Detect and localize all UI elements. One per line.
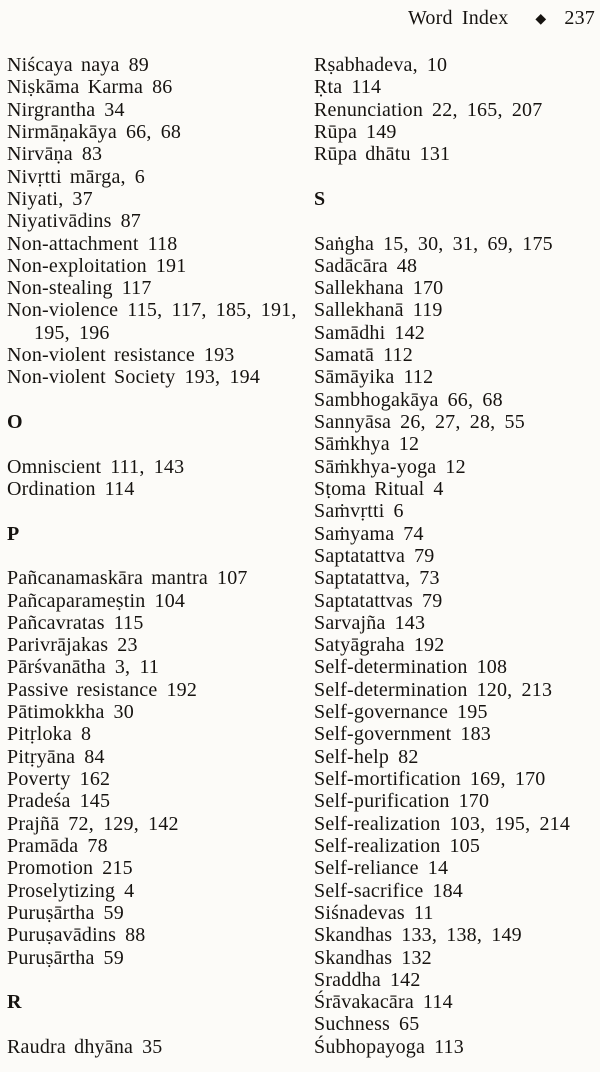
index-term: Siśnadevas — [314, 901, 405, 924]
index-entry — [314, 545, 600, 567]
index-term: Rūpa dhātu — [314, 143, 411, 166]
page-numbers: 3, 11 — [114, 656, 160, 679]
section-heading: S — [314, 187, 326, 210]
index-term: Sraddha — [314, 968, 381, 991]
index-term: Nirgrantha — [7, 98, 96, 121]
index-entry — [314, 389, 600, 411]
index-term: Self-governance — [314, 701, 449, 724]
index-term: Promotion — [7, 857, 94, 880]
index-entry — [314, 121, 600, 143]
page-numbers: 48 — [396, 254, 418, 277]
page-header — [408, 7, 595, 29]
index-term: Pitṛloka — [7, 723, 72, 746]
page-numbers: 73 — [419, 567, 440, 590]
index-entry — [7, 166, 300, 188]
page-numbers: 115, 117, 185, 191, — [127, 299, 297, 322]
index-entry — [7, 456, 300, 478]
index-term: Niścaya naya — [7, 54, 120, 76]
index-entry — [314, 54, 600, 76]
index-entry-continuation — [7, 322, 300, 344]
index-term: Nivṛtti mārga, — [7, 165, 126, 188]
index-term: Sarvajña — [314, 611, 386, 634]
index-term: Nirvāṇa — [7, 143, 73, 166]
index-entry — [7, 634, 300, 656]
page-numbers: 65 — [399, 1013, 420, 1036]
index-term: Saṅgha — [314, 232, 375, 255]
index-term: Self-purification — [314, 790, 450, 813]
blank-line — [7, 1013, 300, 1035]
index-entry — [314, 433, 600, 455]
blank-line — [7, 500, 300, 522]
index-entry — [7, 723, 300, 745]
page-number: 237 — [564, 6, 595, 29]
page-numbers: 78 — [87, 834, 108, 857]
page-numbers: 113 — [434, 1035, 464, 1058]
page-numbers: 104 — [154, 589, 186, 612]
page-numbers: 66, 68 — [447, 388, 503, 411]
page-numbers: 183 — [460, 723, 492, 746]
index-entry — [7, 902, 300, 924]
page-numbers: 82 — [398, 745, 419, 768]
blank-line — [7, 545, 300, 567]
index-entry — [314, 880, 600, 902]
index-entry — [314, 478, 600, 500]
index-term: Self-realization — [314, 812, 441, 835]
index-entry — [314, 723, 600, 745]
page-numbers: 59 — [103, 946, 124, 969]
index-columns — [7, 54, 600, 1058]
page-numbers: 6 — [134, 165, 145, 188]
index-term: Non-violence — [7, 299, 119, 322]
page-numbers: 6 — [393, 500, 404, 523]
index-entry — [7, 590, 300, 612]
index-term: Parivrājakas — [7, 634, 109, 657]
index-entry — [314, 768, 600, 790]
index-term: Pārśvanātha — [7, 656, 106, 679]
index-term: Sambhogakāya — [314, 388, 439, 411]
index-term: Ṛta — [314, 76, 343, 99]
index-entry — [7, 746, 300, 768]
page-numbers: 193, 194 — [184, 366, 261, 389]
index-term: Niyativādins — [7, 210, 112, 233]
index-term: Śrāvakacāra — [314, 991, 414, 1014]
index-entry — [314, 656, 600, 678]
index-term: Puruṣārtha — [7, 946, 95, 969]
index-term: Pitṛyāna — [7, 745, 76, 768]
page-numbers: 142 — [389, 968, 421, 991]
left-column — [7, 54, 300, 1058]
index-term: Self-realization — [314, 834, 441, 857]
page-numbers: 195 — [457, 701, 488, 724]
page-numbers: 14 — [427, 857, 449, 880]
index-entry — [7, 76, 300, 98]
blank-line — [7, 389, 300, 411]
blank-line — [314, 166, 600, 188]
section-heading: P — [7, 522, 20, 545]
index-entry — [314, 143, 600, 165]
index-entry — [314, 590, 600, 612]
index-term: Saptatattva — [314, 544, 406, 567]
index-entry — [7, 99, 300, 121]
index-entry — [314, 76, 600, 98]
page-numbers: 114 — [422, 991, 453, 1014]
index-term: Self-sacrifice — [314, 879, 424, 902]
page-numbers: 114 — [104, 477, 135, 500]
index-entry — [7, 813, 300, 835]
index-entry — [314, 1013, 600, 1035]
page-numbers: 74 — [403, 522, 424, 545]
page-numbers: 132 — [401, 946, 432, 969]
page-numbers: 12 — [445, 455, 466, 478]
index-entry — [7, 924, 300, 946]
index-term: Omniscient — [7, 455, 102, 478]
page-numbers: 192 — [413, 634, 445, 657]
index-term: Skandhas — [314, 946, 393, 969]
page-numbers: 79 — [414, 544, 435, 567]
page-numbers: 66, 68 — [125, 120, 182, 143]
index-entry — [7, 1036, 300, 1058]
index-term: Sannyāsa — [314, 411, 392, 433]
index-term: Niṣkāma Karma — [7, 76, 144, 99]
index-term: Poverty — [7, 768, 71, 790]
page-numbers: 15, 30, 31, 69, 175 — [383, 232, 553, 255]
index-term: Niyati, — [7, 187, 64, 210]
index-entry — [7, 299, 300, 321]
index-entry — [314, 924, 600, 946]
index-term: Puruṣārtha — [7, 901, 95, 924]
index-term: Pramāda — [7, 834, 79, 857]
page-numbers: 111, 143 — [110, 455, 185, 478]
index-entry — [314, 567, 600, 589]
page-numbers: 142 — [394, 321, 425, 344]
page-numbers: 112 — [383, 344, 413, 367]
index-entry — [314, 835, 600, 857]
section-heading: R — [7, 991, 22, 1014]
page-numbers: 149 — [366, 120, 397, 143]
index-entry — [314, 411, 600, 433]
index-entry — [7, 790, 300, 812]
index-term: Sāṁkhya-yoga — [314, 455, 437, 478]
page-numbers: 118 — [147, 232, 178, 255]
page-numbers: 79 — [422, 589, 443, 612]
page-numbers: 11 — [413, 901, 434, 924]
page-numbers: 170 — [458, 790, 490, 813]
index-term: Sāṁkhya — [314, 433, 390, 456]
index-term: Saṁvṛtti — [314, 500, 385, 523]
page-numbers: 86 — [152, 76, 173, 99]
page-numbers: 84 — [84, 745, 105, 768]
page-numbers: 105 — [449, 834, 481, 857]
index-entry — [314, 991, 600, 1013]
index-term: Samādhi — [314, 321, 386, 344]
page-numbers: 120, 213 — [476, 678, 553, 701]
index-entry — [7, 478, 300, 500]
index-term: Pañcavratas — [7, 611, 105, 634]
page-numbers: 26, 27, 28, 55 — [400, 411, 525, 433]
page-numbers: 37 — [72, 187, 93, 210]
page-numbers: 169, 170 — [469, 768, 546, 790]
page-numbers: 119 — [412, 299, 443, 322]
index-term: Passive resistance — [7, 678, 158, 701]
index-term: Non-attachment — [7, 232, 139, 255]
index-entry — [314, 679, 600, 701]
index-term: Self-determination — [314, 656, 468, 679]
index-entry — [7, 54, 300, 76]
page-numbers: 131 — [419, 143, 451, 166]
index-entry — [7, 835, 300, 857]
page-numbers: 72, 129, 142 — [68, 812, 179, 835]
index-term: Śubhopayoga — [314, 1035, 426, 1058]
index-entry — [7, 255, 300, 277]
page-numbers: 191 — [155, 254, 187, 277]
index-term: Sāmāyika — [314, 366, 395, 389]
page-numbers: 170 — [412, 277, 444, 300]
index-entry — [7, 567, 300, 589]
page-numbers: 4 — [433, 477, 444, 500]
index-term: Puruṣavādins — [7, 924, 117, 947]
index-term: Non-violent resistance — [7, 344, 195, 367]
index-entry — [314, 701, 600, 723]
index-entry — [7, 121, 300, 143]
index-term: Ordination — [7, 477, 96, 500]
page-numbers: 4 — [124, 879, 135, 902]
index-entry — [314, 299, 600, 321]
page-numbers: 22, 165, 207 — [432, 98, 543, 121]
page-numbers: 12 — [398, 433, 420, 456]
index-entry — [7, 701, 300, 723]
index-term: Self-reliance — [314, 857, 419, 880]
index-entry — [7, 143, 300, 165]
index-entry — [7, 366, 300, 388]
index-entry — [314, 523, 600, 545]
index-term: Nirmāṇakāya — [7, 120, 117, 143]
index-term: Samatā — [314, 344, 375, 367]
page-numbers: 23 — [117, 634, 138, 657]
index-entry — [314, 947, 600, 969]
page-numbers: 34 — [104, 98, 125, 121]
index-entry — [314, 366, 600, 388]
index-entry — [7, 233, 300, 255]
blank-line — [314, 210, 600, 232]
section-heading: O — [7, 411, 24, 433]
page-numbers: 192 — [166, 678, 198, 701]
page-numbers: 117 — [121, 277, 152, 300]
index-entry — [314, 790, 600, 812]
page-numbers: 215 — [102, 857, 133, 880]
index-term: Pañcanamaskāra mantra — [7, 567, 208, 590]
diamond-icon: ◆ — [535, 11, 547, 27]
index-term: Saptatattvas — [314, 589, 414, 612]
page-numbers: 184 — [432, 879, 464, 902]
index-term: Self-determination — [314, 678, 468, 701]
index-term: Sadācāra — [314, 254, 388, 277]
index-entry — [314, 902, 600, 924]
index-term: Rūpa — [314, 120, 358, 143]
page-numbers: 103, 195, 214 — [449, 812, 571, 835]
page-numbers: 10 — [426, 54, 448, 76]
page-numbers: 35 — [142, 1035, 163, 1058]
index-entry — [314, 99, 600, 121]
index-term: Sṭoma Ritual — [314, 477, 425, 500]
index-term: Satyāgraha — [314, 634, 405, 657]
index-term: Self-mortification — [314, 768, 461, 790]
index-entry — [7, 947, 300, 969]
page-numbers: 87 — [120, 210, 142, 233]
page-numbers: 89 — [128, 54, 149, 76]
header-title: Word Index — [407, 6, 509, 29]
index-term: Sallekhana — [314, 277, 404, 300]
index-term: Suchness — [314, 1013, 391, 1036]
index-entry — [314, 969, 600, 991]
page-numbers: 143 — [394, 611, 426, 634]
page-numbers: 112 — [403, 366, 434, 389]
page-numbers: 133, 138, 149 — [401, 924, 522, 947]
blank-line — [7, 969, 300, 991]
index-entry — [314, 634, 600, 656]
index-entry — [7, 188, 300, 210]
index-term: Non-exploitation — [7, 254, 147, 277]
index-entry — [314, 255, 600, 277]
index-term: Prajñā — [7, 812, 60, 835]
index-entry — [314, 277, 600, 299]
index-entry — [314, 746, 600, 768]
page-numbers: 59 — [103, 901, 124, 924]
page-numbers: 195, 196 — [34, 321, 110, 344]
index-term: Renunciation — [314, 98, 424, 121]
index-entry — [314, 456, 600, 478]
index-term: Pañcaparameṣtin — [7, 589, 146, 612]
index-entry — [314, 500, 600, 522]
index-entry — [7, 210, 300, 232]
index-entry — [314, 233, 600, 255]
page-numbers: 88 — [125, 924, 146, 947]
page-numbers: 83 — [81, 143, 103, 166]
page-numbers: 115 — [113, 611, 144, 634]
page-numbers: 162 — [79, 768, 111, 790]
page-numbers: 8 — [80, 723, 92, 746]
index-entry — [7, 857, 300, 879]
page-numbers: 193 — [203, 344, 235, 367]
page-numbers: 107 — [217, 567, 248, 590]
index-term: Saptatattva, — [314, 567, 411, 590]
index-term: Pātimokkha — [7, 701, 105, 724]
index-term: Non-violent Society — [7, 366, 176, 389]
page-numbers: 108 — [476, 656, 508, 679]
index-entry — [314, 344, 600, 366]
blank-line — [7, 433, 300, 455]
index-term: Proselytizing — [7, 879, 116, 902]
index-term: Self-help — [314, 745, 390, 768]
index-term: Self-government — [314, 723, 452, 746]
index-entry — [314, 612, 600, 634]
index-term: Rṣabhadeva, — [314, 54, 418, 76]
index-entry — [314, 1036, 600, 1058]
index-entry — [7, 277, 300, 299]
index-term: Skandhas — [314, 924, 393, 947]
index-entry — [7, 344, 300, 366]
right-column — [314, 54, 600, 1058]
index-entry — [7, 768, 300, 790]
index-term: Non-stealing — [7, 277, 113, 300]
index-entry — [314, 857, 600, 879]
index-entry — [7, 679, 300, 701]
index-term: Raudra dhyāna — [7, 1035, 134, 1058]
page-numbers: 114 — [351, 76, 382, 99]
index-term: Saṁyama — [314, 522, 395, 545]
page-numbers: 30 — [113, 701, 134, 724]
index-entry — [314, 813, 600, 835]
page-numbers: 145 — [79, 790, 111, 813]
index-term: Sallekhanā — [314, 299, 404, 322]
index-entry — [7, 880, 300, 902]
index-entry — [314, 322, 600, 344]
index-term: Pradeśa — [7, 790, 71, 813]
index-entry — [7, 612, 300, 634]
index-entry — [7, 656, 300, 678]
